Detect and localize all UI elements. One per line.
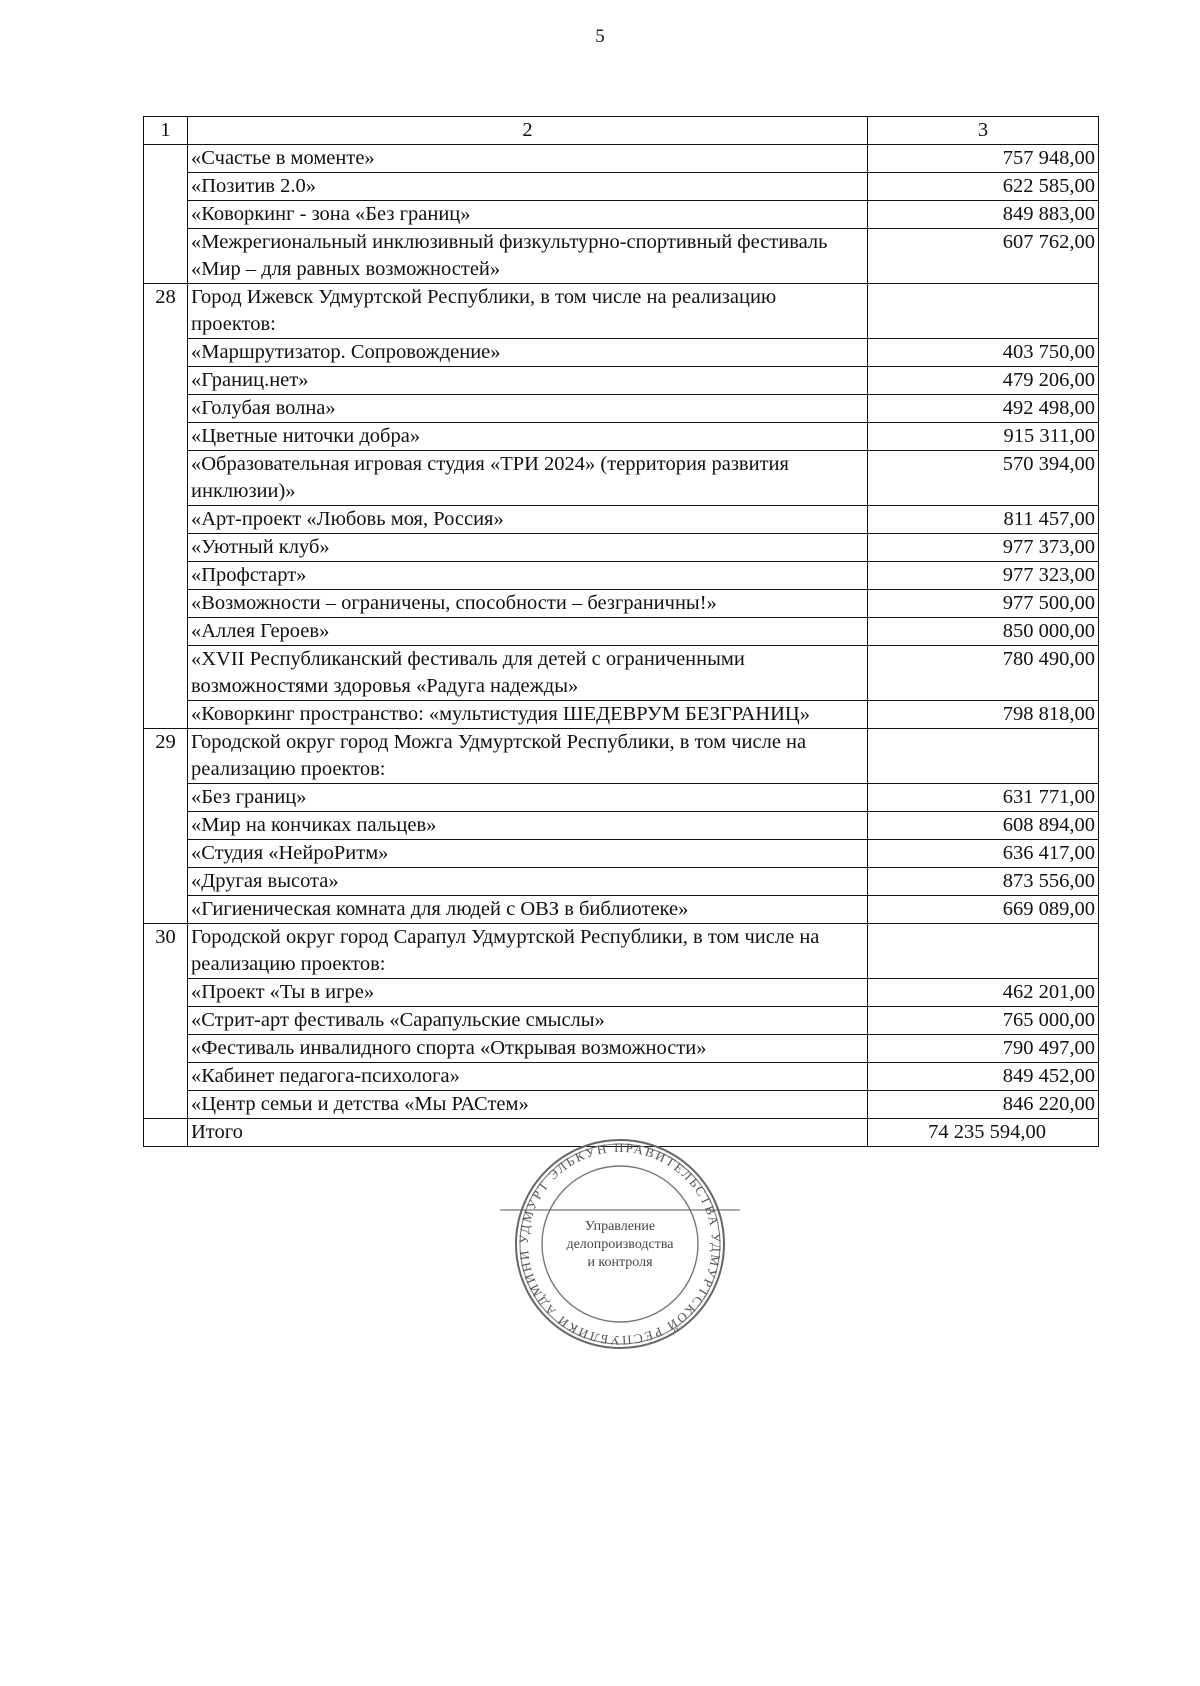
project-amount bbox=[868, 729, 1099, 784]
table-row bbox=[144, 979, 1099, 1007]
row-number bbox=[144, 229, 188, 284]
project-amount: 849 452,00 bbox=[868, 1063, 1099, 1091]
row-number bbox=[144, 784, 188, 812]
header-col-1: 1 bbox=[144, 117, 188, 145]
project-name: «Возможности – ограничены, способности – безграничны!» bbox=[188, 590, 868, 618]
row-number bbox=[144, 451, 188, 506]
project-amount: 977 373,00 bbox=[868, 534, 1099, 562]
project-amount: 757 948,00 bbox=[868, 145, 1099, 173]
table-row bbox=[144, 562, 1099, 590]
group-row bbox=[144, 924, 1099, 979]
table-row bbox=[144, 506, 1099, 534]
table-row bbox=[144, 590, 1099, 618]
row-number bbox=[144, 506, 188, 534]
group-row bbox=[144, 729, 1099, 784]
page-number: 5 bbox=[595, 26, 605, 47]
row-number bbox=[144, 840, 188, 868]
project-name: «Стрит-арт фестиваль «Сарапульские смыслы» bbox=[188, 1007, 868, 1035]
row-number: 29 bbox=[144, 729, 188, 784]
project-name: «Счастье в моменте» bbox=[188, 145, 868, 173]
project-amount: 462 201,00 bbox=[868, 979, 1099, 1007]
project-amount: 622 585,00 bbox=[868, 173, 1099, 201]
project-amount: 873 556,00 bbox=[868, 868, 1099, 896]
project-name: Город Ижевск Удмуртской Республики, в том числе на реализацию проектов: bbox=[188, 284, 868, 339]
table-row bbox=[144, 1063, 1099, 1091]
table-row bbox=[144, 618, 1099, 646]
project-amount: 570 394,00 bbox=[868, 451, 1099, 506]
project-name: «Проект «Ты в игре» bbox=[188, 979, 868, 1007]
project-amount: 849 883,00 bbox=[868, 201, 1099, 229]
project-amount: 492 498,00 bbox=[868, 395, 1099, 423]
project-name: «XVII Республиканский фестиваль для детей с ограниченными возможностями здоровья «Радуга надежды» bbox=[188, 646, 868, 701]
project-amount: 636 417,00 bbox=[868, 840, 1099, 868]
row-number bbox=[144, 201, 188, 229]
header-col-3: 3 bbox=[868, 117, 1099, 145]
project-name: «Позитив 2.0» bbox=[188, 173, 868, 201]
project-name: «Центр семьи и детства «Мы РАСтем» bbox=[188, 1091, 868, 1119]
row-number bbox=[144, 145, 188, 173]
row-number bbox=[144, 173, 188, 201]
table-row bbox=[144, 395, 1099, 423]
stamp-ring-text: УДМУРТ ЭЛЬКУН ПРАВИТЕЛЬСТВА УДМУРТСКОЙ РЕСПУБЛИКИ АДМИНИ bbox=[515, 1139, 725, 1349]
project-amount: 915 311,00 bbox=[868, 423, 1099, 451]
project-name: «Мир на кончиках пальцев» bbox=[188, 812, 868, 840]
row-number bbox=[144, 812, 188, 840]
group-row bbox=[144, 284, 1099, 339]
table-row bbox=[144, 229, 1099, 284]
row-number bbox=[144, 367, 188, 395]
project-amount: 631 771,00 bbox=[868, 784, 1099, 812]
row-number bbox=[144, 395, 188, 423]
funding-table bbox=[143, 116, 1099, 1147]
table-row bbox=[144, 201, 1099, 229]
project-amount: 977 500,00 bbox=[868, 590, 1099, 618]
table-body bbox=[144, 117, 1099, 1147]
table-row bbox=[144, 1035, 1099, 1063]
header-col-2: 2 bbox=[188, 117, 868, 145]
project-amount: 780 490,00 bbox=[868, 646, 1099, 701]
row-number bbox=[144, 896, 188, 924]
table-row bbox=[144, 451, 1099, 506]
project-name: «Аллея Героев» bbox=[188, 618, 868, 646]
project-name: «Гигиеническая комната для людей с ОВЗ в библиотеке» bbox=[188, 896, 868, 924]
table-row bbox=[144, 367, 1099, 395]
total-amount: 74 235 594,00 bbox=[868, 1119, 1099, 1147]
project-amount: 607 762,00 bbox=[868, 229, 1099, 284]
project-amount: 608 894,00 bbox=[868, 812, 1099, 840]
row-number bbox=[144, 1035, 188, 1063]
row-number bbox=[144, 1007, 188, 1035]
table-header-row bbox=[144, 117, 1099, 145]
project-name: Городской округ город Можга Удмуртской Республики, в том числе на реализацию проектов: bbox=[188, 729, 868, 784]
table-row bbox=[144, 145, 1099, 173]
project-name: «Арт-проект «Любовь моя, Россия» bbox=[188, 506, 868, 534]
table-row bbox=[144, 339, 1099, 367]
total-label: Итого bbox=[188, 1119, 868, 1147]
project-amount: 403 750,00 bbox=[868, 339, 1099, 367]
row-number bbox=[144, 534, 188, 562]
project-name: Городской округ город Сарапул Удмуртской Республики, в том числе на реализацию проектов: bbox=[188, 924, 868, 979]
project-amount: 669 089,00 bbox=[868, 896, 1099, 924]
row-number bbox=[144, 701, 188, 729]
table-row bbox=[144, 1091, 1099, 1119]
table-row bbox=[144, 812, 1099, 840]
project-name: «Голубая волна» bbox=[188, 395, 868, 423]
project-name: «Образовательная игровая студия «ТРИ 2024» (территория развития инклюзии)» bbox=[188, 451, 868, 506]
row-number bbox=[144, 1119, 188, 1147]
row-number bbox=[144, 979, 188, 1007]
project-amount: 846 220,00 bbox=[868, 1091, 1099, 1119]
table-row bbox=[144, 784, 1099, 812]
project-name: «Цветные ниточки добра» bbox=[188, 423, 868, 451]
project-amount bbox=[868, 284, 1099, 339]
table-row bbox=[144, 840, 1099, 868]
project-amount: 977 323,00 bbox=[868, 562, 1099, 590]
row-number bbox=[144, 868, 188, 896]
table-row bbox=[144, 896, 1099, 924]
project-amount: 811 457,00 bbox=[868, 506, 1099, 534]
row-number bbox=[144, 618, 188, 646]
table-row bbox=[144, 1007, 1099, 1035]
project-name: «Уютный клуб» bbox=[188, 534, 868, 562]
project-name: «Без границ» bbox=[188, 784, 868, 812]
table-row bbox=[144, 534, 1099, 562]
project-amount: 479 206,00 bbox=[868, 367, 1099, 395]
project-name: «Профстарт» bbox=[188, 562, 868, 590]
project-amount: 798 818,00 bbox=[868, 701, 1099, 729]
row-number bbox=[144, 423, 188, 451]
row-number bbox=[144, 646, 188, 701]
project-amount: 790 497,00 bbox=[868, 1035, 1099, 1063]
row-number bbox=[144, 339, 188, 367]
row-number bbox=[144, 1063, 188, 1091]
table-row bbox=[144, 868, 1099, 896]
project-name: «Другая высота» bbox=[188, 868, 868, 896]
project-name: «Кабинет педагога-психолога» bbox=[188, 1063, 868, 1091]
row-number bbox=[144, 562, 188, 590]
project-name: «Студия «НейроРитм» bbox=[188, 840, 868, 868]
stamp-line-2: делопроизводства bbox=[566, 1237, 674, 1252]
official-stamp bbox=[500, 1136, 740, 1352]
project-name: «Коворкинг пространство: «мультистудия ШЕДЕВРУМ БЕЗГРАНИЦ» bbox=[188, 701, 868, 729]
project-name: «Границ.нет» bbox=[188, 367, 868, 395]
table-row bbox=[144, 173, 1099, 201]
stamp-line-3: и контроля bbox=[587, 1255, 653, 1270]
table-row bbox=[144, 423, 1099, 451]
project-name: «Коворкинг - зона «Без границ» bbox=[188, 201, 868, 229]
row-number: 28 bbox=[144, 284, 188, 339]
stamp-line-1: Управление bbox=[584, 1219, 656, 1234]
table-row bbox=[144, 646, 1099, 701]
table-row bbox=[144, 701, 1099, 729]
row-number bbox=[144, 1091, 188, 1119]
row-number: 30 bbox=[144, 924, 188, 979]
project-name: «Межрегиональный инклюзивный физкультурно-спортивный фестиваль «Мир – для равных возможностей» bbox=[188, 229, 868, 284]
project-name: «Маршрутизатор. Сопровождение» bbox=[188, 339, 868, 367]
project-name: «Фестиваль инвалидного спорта «Открывая возможности» bbox=[188, 1035, 868, 1063]
project-amount bbox=[868, 924, 1099, 979]
row-number bbox=[144, 590, 188, 618]
project-amount: 765 000,00 bbox=[868, 1007, 1099, 1035]
project-amount: 850 000,00 bbox=[868, 618, 1099, 646]
